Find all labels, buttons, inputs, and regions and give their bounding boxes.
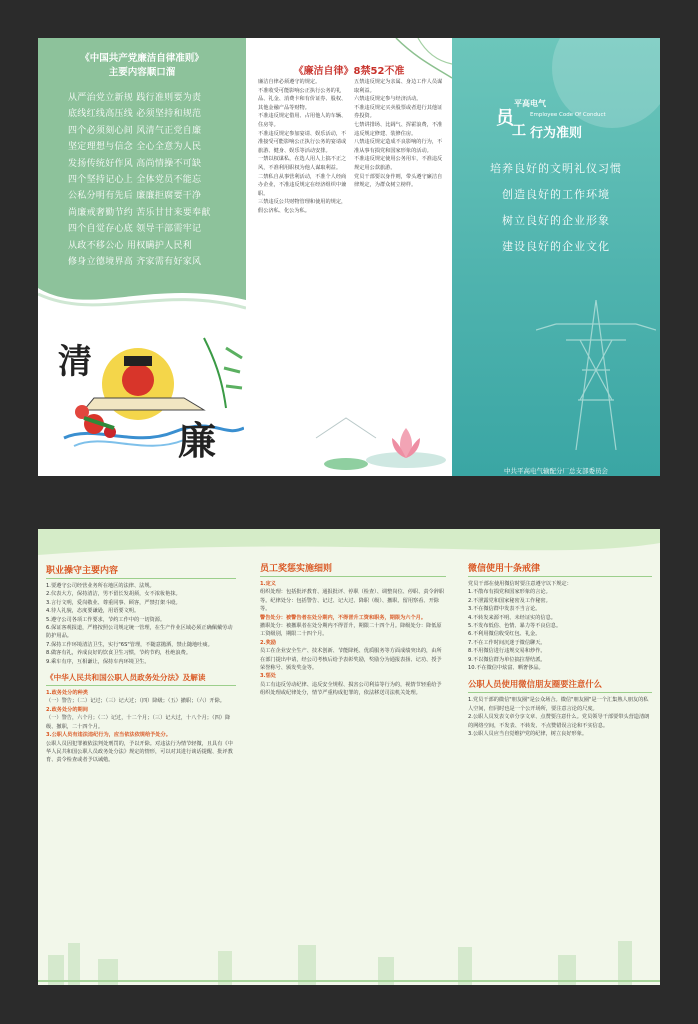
- rules-column-right: [354, 78, 446, 190]
- divider: [468, 692, 652, 693]
- rules-paragraph: 七禁讲排场、比阔气、挥霍浪费，不准违反规定修建、装修住房。: [354, 121, 443, 137]
- rules-paragraph: 三禁违反公共财物管理和使用的规定，假公济私、化公为私。: [258, 199, 347, 214]
- wechat-rule: 2.不泄露党和国家秘密及工作秘密。: [468, 597, 551, 604]
- rhyme-line: 公私分明有先后 廉廉拒腐要干净: [68, 191, 202, 202]
- slogan-item: 树立良好的企业形象: [502, 214, 610, 227]
- wechat-rule: 5.不发布低俗、色情、暴力等不良信息。: [468, 623, 562, 630]
- rules-title: 《廉洁自律》8禁52不准: [293, 66, 405, 77]
- logo-char-gong: 工: [512, 123, 526, 139]
- divider: [46, 578, 236, 579]
- sanction-subtitle: 1.政务处分的种类: [46, 690, 88, 697]
- moments-title: 公职人员使用微信朋友圈要注意什么: [468, 679, 602, 690]
- moments-paragraph: 3.公职人员应当自觉维护党的纪律，树立良好形象。: [468, 731, 588, 738]
- sanction-subtitle: 3.公职人员有违法违纪行为，应当依法依规给予处分。: [46, 732, 171, 739]
- divider: [46, 685, 236, 686]
- rules-paragraph: 六禁违反规定参与经济活动。: [354, 96, 422, 103]
- rhyme-line: 修身立德境界高 齐家需有好家风: [68, 257, 202, 268]
- moments-paragraph: 2.公职人员发表文章分享文章、点赞要注意什么。党员领导干部要带头营造清朗的网络空间，不发表、不转发、不点赞错误言论和不实信息。: [468, 714, 650, 729]
- lian-character: 廉: [178, 418, 217, 463]
- reward-section: [260, 561, 446, 985]
- rhyme-title: 《中国共产党廉洁自律准则》 主要内容顺口溜: [80, 53, 204, 78]
- rules-paragraph: 五禁违反规定为亲属、身边工作人员谋取利益。: [354, 79, 443, 94]
- sanction-note: 公职人员因犯罪被依法判处刑罚的，予以开除。对违法行为情节轻微，且具有《中华人民共和国公职人员政务处分法》规定的情形，可以对其进行谈话提醒、批评教育、责令检查或者予以诫勉。: [46, 740, 233, 764]
- wechat-title: 微信使用十条戒律: [468, 564, 541, 574]
- reward-subtitle: 3.惩处: [260, 673, 276, 680]
- rules-column-left: [258, 78, 350, 216]
- conduct-item: 6.保证客观报道，严格按照公司规定统一管理，在生产作业区域必须正确佩戴劳动防护用品。: [46, 625, 233, 640]
- rhyme-line: 四个自觉存心底 领导干部需牢记: [68, 224, 202, 235]
- conduct-item: 5.遵守公司各项工作要求，节约工作中的一切资源。: [46, 616, 166, 623]
- conduct-section: [46, 563, 236, 985]
- divider: [468, 576, 652, 577]
- reward-paragraph: 员工有违反劳动纪律、违反安全规程、损害公司利益等行为的，视情节轻重给予组织处理或纪律处分，情节严重构成犯罪的，依法移送司法机关处理。: [260, 681, 442, 697]
- rules-paragraph: 不准违反规定参加宴请、娱乐活动，不准接受可能影响公正执行公务的宴请或旅游、健身、娱乐等活动安排。: [258, 130, 347, 154]
- conduct-item: 2.仪表大方，保持清洁，男不留长发胡须，女不浓妆艳抹。: [46, 591, 181, 598]
- rules-paragraph: 廉洁自律必须遵守的规定。: [258, 79, 321, 85]
- qing-character: 清: [58, 342, 92, 382]
- rules-paragraph: 二禁私自从事营利活动，不准个人经商办企业，不准违反规定在经济组织中兼职。: [258, 173, 347, 197]
- rhyme-line: 四个必须刻心间 风清气正党自廉: [68, 125, 202, 136]
- conduct-item: 1.要遵守公司经营业务所在地区的法律、法规。: [46, 583, 155, 589]
- slogan-item: 建设良好的企业文化: [502, 240, 610, 253]
- logo-company: 平高电气: [514, 99, 546, 108]
- slogan-item: 培养良好的文明礼仪习惯: [490, 162, 622, 175]
- wechat-rule: 4.不转发来源不明、未经证实的信息。: [468, 614, 556, 621]
- conduct-item: 3.言行文明，爱岗敬业、尊重同事、顾客，严禁打架斗殴。: [46, 599, 181, 606]
- reward-paragraph: 组织处理：包括批评教育、通报批评、停职（检查）、调整岗位、停职、责令辞职等。纪律处分：包括警告、记过、记大过、降职（级）、撤职、留用察看、开除等。: [260, 589, 445, 613]
- rules-paragraph: 八禁违反规定造成不良影响的行为，不准从事有损党和国家形象的活动。: [354, 139, 443, 154]
- conduct-item: 8.做客有礼，养成良好的饮食卫生习惯，节约节约，杜绝浪费。: [46, 650, 192, 657]
- rules-paragraph: 一禁以权谋私，在选人用人上搞不正之风，不准利用职权为他人谋取利益。: [258, 156, 347, 171]
- reward-subtitle: 1.定义: [260, 581, 276, 587]
- rhyme-line: 坚定理想与信念 全心全意为人民: [68, 142, 202, 153]
- rhyme-line: 发扬传统好作风 高尚情操不可缺: [68, 158, 202, 169]
- slogan-item: 创造良好的工作环境: [502, 188, 610, 201]
- rules-paragraph: 不准违反规定使用公务用车，不准违反规定用公款旅游。: [354, 156, 443, 171]
- conduct-item: 7.保持工作环境清洁卫生，实行"6S"管理，不随意抛洒，禁止随地吐痰。: [46, 641, 213, 648]
- wechat-intro: 党员干部在使用微信时要注意遵守以下规定：: [468, 581, 572, 587]
- power-tower-icon: [536, 300, 656, 450]
- wechat-rule: 6.不利用微信收受红包、礼金。: [468, 631, 541, 638]
- city-skyline-decoration: [38, 925, 660, 985]
- reward-title: 员工奖惩实施细则: [260, 564, 333, 574]
- logo-char-yuan: 员: [496, 108, 514, 129]
- wechat-rule: 7.不在工作时间沉迷于微信聊天。: [468, 639, 546, 646]
- panel-rules: [246, 38, 452, 476]
- wechat-section: [468, 561, 652, 985]
- sanction-period: （一）警告，六个月；（二）记过，十二个月；（三）记大过，十八个月；（四）降级、撤职，二十四个月。: [46, 715, 231, 730]
- logo-english: Employee Code Of Conduct: [530, 112, 606, 118]
- reward-paragraph: 员工在企业安全生产、技术创新、节能降耗、优质服务等方面成绩突出的，由所在部门提出申请，经公司考核后给予表彰奖励，奖励分为通报表扬、记功、授予荣誉称号、颁发奖金等。: [260, 648, 442, 672]
- reward-paragraph: 撤职处分：被撤职者在处分期内不得晋升，期限二十四个月。降级处分：降低原工资级别，期限二十四个月。: [260, 623, 442, 638]
- wechat-rule: 9.不以微信群为单位搞拉帮结派。: [468, 656, 546, 663]
- rules-paragraph: 不准违反规定买卖股票或者进行其他证券投资。: [354, 104, 443, 120]
- conduct-item: 4.待人礼貌，态度要谦逊，用语要文明。: [46, 608, 140, 615]
- back-sheet: [38, 529, 660, 985]
- conduct-logo: [496, 98, 626, 142]
- moments-paragraph: 1.党员干部的微信"朋友圈"是公众场合。微信"朋友圈"是一个汇集熟人朋友的私人空间，但同时也是一个公开场所，要注意言论的尺度。: [468, 697, 649, 712]
- panel-cover: [452, 38, 660, 476]
- rhyme-lines: [68, 90, 238, 270]
- reward-subtitle: 警告处分：被警告者在处分期内，不得晋升工资和职务，期限为六个月。: [260, 614, 427, 621]
- sanction-subtitle: 2.政务处分的期间: [46, 706, 88, 713]
- divider: [260, 576, 446, 577]
- wechat-rule: 8.不用微信进行违规交易和炒作。: [468, 648, 546, 655]
- wechat-rule: 1.不散布有损党和国家形象的言论。: [468, 589, 551, 596]
- reward-subtitle: 2.奖励: [260, 639, 276, 646]
- rhyme-line: 从政不移公心 用权瞒护人民利: [68, 240, 193, 251]
- sanction-kinds: （一）警告；（二）记过；（三）记大过；（四）降级；（五）撤职；（六）开除。: [46, 698, 225, 705]
- rules-paragraph: 党员干部要以身作则，带头遵守廉洁自律规定，为群众树立榜样。: [354, 173, 443, 189]
- lotus-decoration: [306, 398, 452, 476]
- conduct-title: 职业操守主要内容: [46, 566, 119, 576]
- rhyme-line: 四个坚持记心上 全体党员不能忘: [68, 175, 202, 186]
- front-sheet: [38, 38, 660, 476]
- slogan-list: [452, 156, 660, 260]
- rhyme-line: 底线红线高压线 必须坚持和规范: [68, 109, 202, 120]
- rhyme-line: 尚廉戒奢勤节约 苦乐甘甘来要奉献: [68, 207, 211, 218]
- sanction-law-title: 《中华人民共和国公职人员政务处分法》及解读: [46, 673, 206, 683]
- wave-decoration: [38, 278, 246, 328]
- rules-paragraph: 不准违反规定借用、占用他人的车辆、住房等。: [258, 113, 347, 128]
- rhyme-line: 从严治党立新规 践行准则要为责: [68, 93, 202, 103]
- panel-rhyme: [38, 38, 246, 476]
- logo-main-text: 行为准则: [530, 126, 583, 141]
- wechat-rule: 3.不在微信群中发表不当言论。: [468, 606, 541, 613]
- wechat-rule: 10.不在微信中炫富、晒奢侈品。: [468, 665, 544, 672]
- rules-paragraph: 不准收受可能影响公正执行公务的礼品、礼金、消费卡和有价证券、股权、其他金融产品等财物。: [258, 87, 347, 111]
- conduct-item: 9.乘车有序，互相谦让，保持车内环境卫生。: [46, 658, 150, 665]
- cover-footer: 中共平高电气输配分厂总支部委员会: [504, 467, 608, 475]
